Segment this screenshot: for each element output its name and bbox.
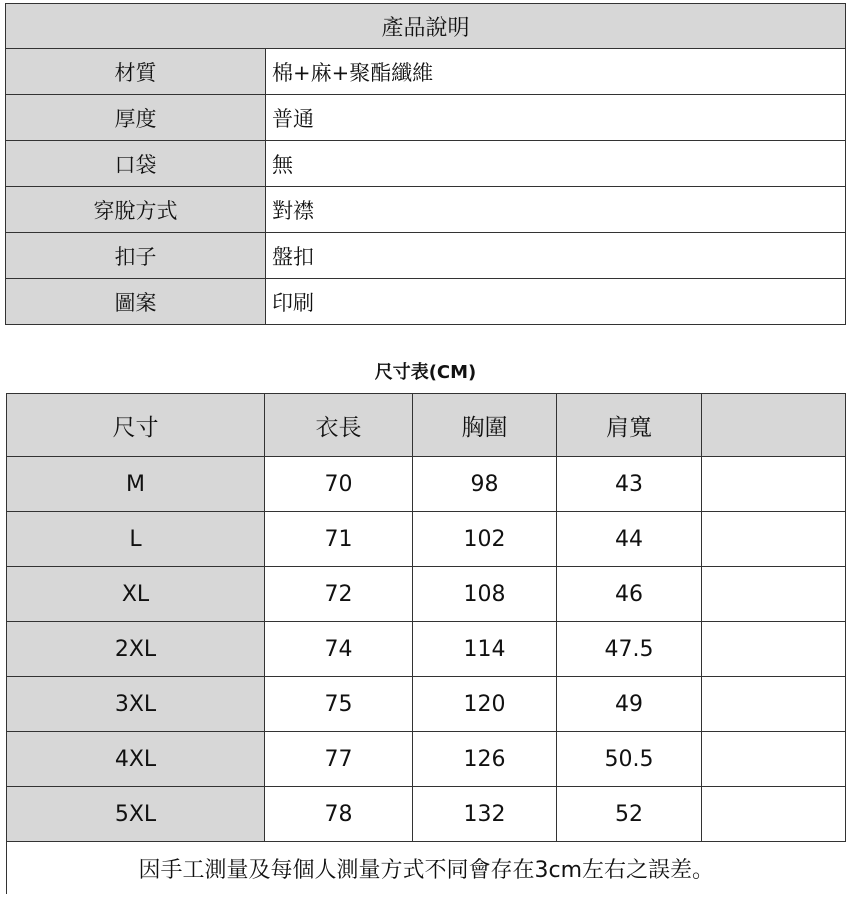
table-row <box>7 567 846 622</box>
shoulder-cell: 43 <box>557 457 702 512</box>
empty-cell <box>702 622 846 677</box>
table-row <box>7 732 846 787</box>
chest-cell: 120 <box>413 677 557 732</box>
spec-label: 扣子 <box>6 233 266 279</box>
spec-value: 普通 <box>266 95 846 141</box>
size-cell: 4XL <box>7 732 265 787</box>
shoulder-cell: 46 <box>557 567 702 622</box>
spec-value: 盤扣 <box>266 233 846 279</box>
spec-label: 圖案 <box>6 279 266 325</box>
spec-value: 印刷 <box>266 279 846 325</box>
spec-row-material <box>6 49 846 95</box>
length-cell: 78 <box>265 787 413 842</box>
header-size: 尺寸 <box>7 394 265 457</box>
empty-cell <box>702 457 846 512</box>
empty-cell <box>702 732 846 787</box>
spec-label: 厚度 <box>6 95 266 141</box>
chest-cell: 102 <box>413 512 557 567</box>
spec-value: 對襟 <box>266 187 846 233</box>
length-cell: 72 <box>265 567 413 622</box>
size-cell: XL <box>7 567 265 622</box>
chest-cell: 114 <box>413 622 557 677</box>
product-description-table <box>5 3 846 325</box>
product-description-header <box>6 4 846 49</box>
size-chart-note-row <box>7 842 846 895</box>
header-empty <box>702 394 846 457</box>
spec-row-button <box>6 233 846 279</box>
size-chart-header-row <box>7 394 846 457</box>
chest-cell: 132 <box>413 787 557 842</box>
spec-row-pocket <box>6 141 846 187</box>
length-cell: 74 <box>265 622 413 677</box>
shoulder-cell: 44 <box>557 512 702 567</box>
table-row <box>7 677 846 732</box>
shoulder-cell: 49 <box>557 677 702 732</box>
size-chart-table <box>6 393 846 894</box>
length-cell: 71 <box>265 512 413 567</box>
header-shoulder: 肩寬 <box>557 394 702 457</box>
spec-label: 口袋 <box>6 141 266 187</box>
spec-row-wearing-style <box>6 187 846 233</box>
length-cell: 77 <box>265 732 413 787</box>
size-cell: 5XL <box>7 787 265 842</box>
spec-label: 材質 <box>6 49 266 95</box>
header-chest: 胸圍 <box>413 394 557 457</box>
shoulder-cell: 50.5 <box>557 732 702 787</box>
spec-row-thickness <box>6 95 846 141</box>
product-description-title: 產品說明 <box>6 4 846 49</box>
table-row <box>7 457 846 512</box>
empty-cell <box>702 787 846 842</box>
spec-value: 無 <box>266 141 846 187</box>
header-length: 衣長 <box>265 394 413 457</box>
size-cell: L <box>7 512 265 567</box>
spec-value: 棉+麻+聚酯纖維 <box>266 49 846 95</box>
table-row <box>7 787 846 842</box>
size-cell: M <box>7 457 265 512</box>
shoulder-cell: 47.5 <box>557 622 702 677</box>
size-cell: 2XL <box>7 622 265 677</box>
table-row <box>7 622 846 677</box>
chest-cell: 126 <box>413 732 557 787</box>
length-cell: 70 <box>265 457 413 512</box>
length-cell: 75 <box>265 677 413 732</box>
table-row <box>7 512 846 567</box>
empty-cell <box>702 677 846 732</box>
empty-cell <box>702 567 846 622</box>
spec-row-pattern <box>6 279 846 325</box>
chest-cell: 108 <box>413 567 557 622</box>
empty-cell <box>702 512 846 567</box>
chest-cell: 98 <box>413 457 557 512</box>
size-chart-title: 尺寸表(CM) <box>374 362 477 383</box>
spec-label: 穿脫方式 <box>6 187 266 233</box>
shoulder-cell: 52 <box>557 787 702 842</box>
measurement-note: 因手工測量及每個人測量方式不同會存在3cm左右之誤差。 <box>7 842 846 895</box>
size-cell: 3XL <box>7 677 265 732</box>
